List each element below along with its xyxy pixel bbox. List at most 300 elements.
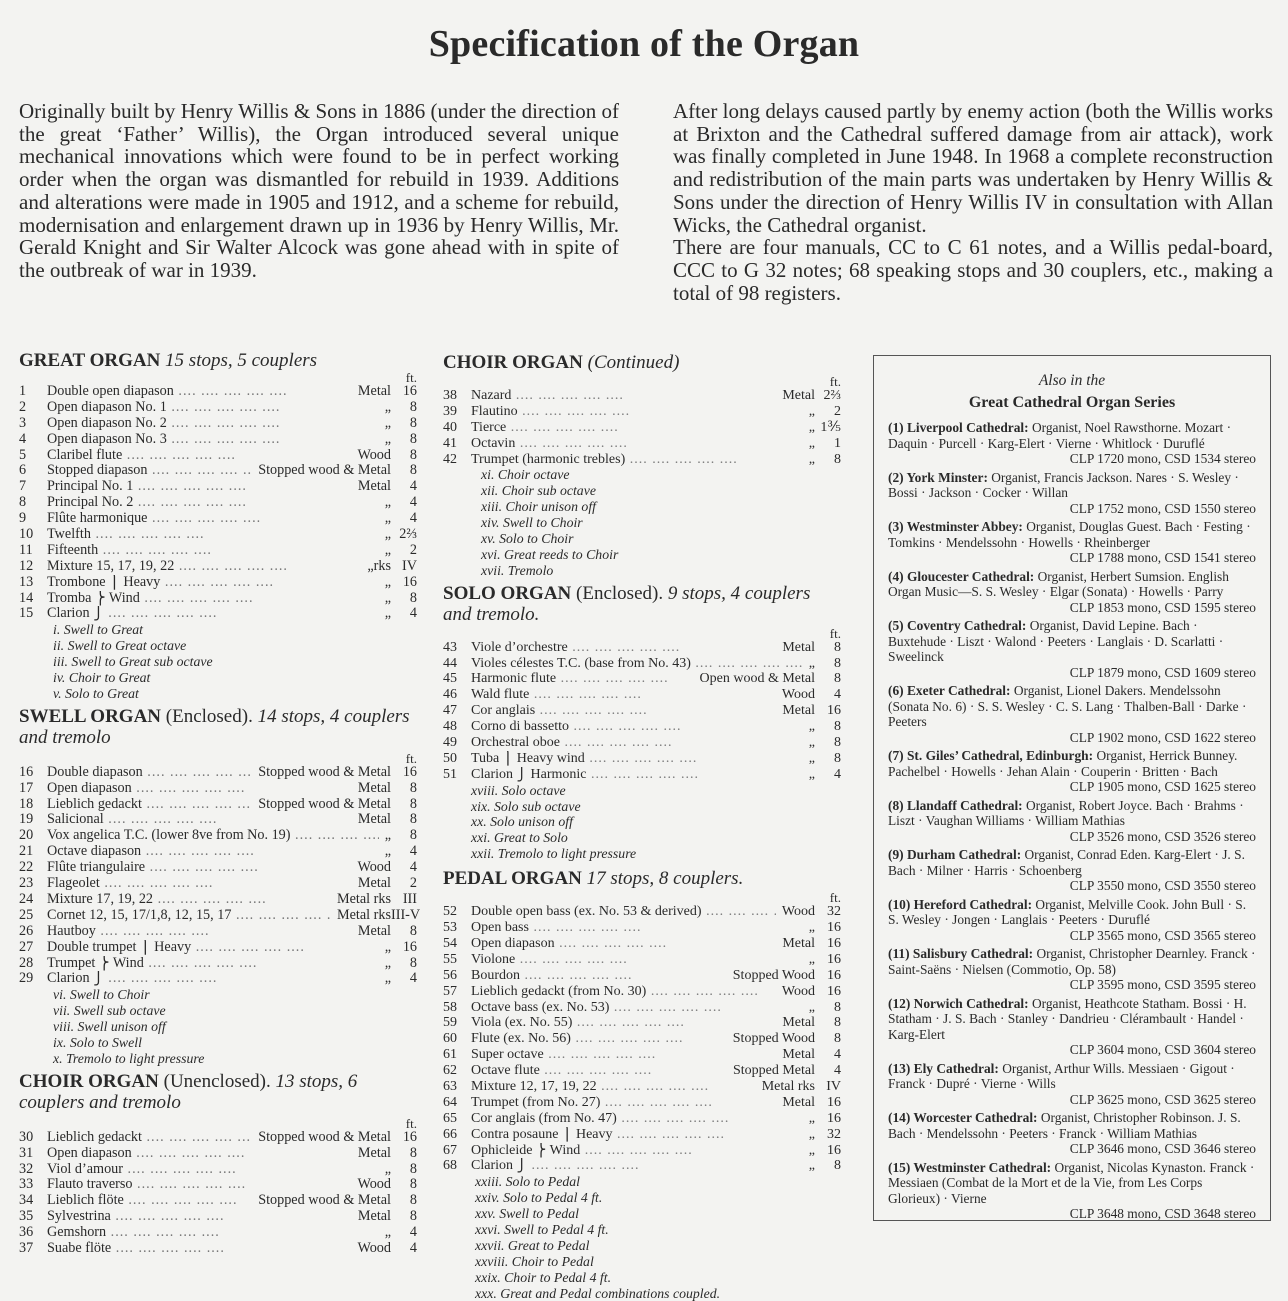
stop-name: Open bass .... (471, 920, 803, 936)
stop-row (19, 1193, 417, 1209)
stop-name: Cornet 12, 15, 17/1,8, 12, 15, 17 .... (47, 908, 331, 924)
stop-size: 4 (834, 766, 841, 782)
series-record (874, 470, 1270, 517)
stop-name: Wald flute .... (471, 687, 776, 703)
stop-material: Metal (357, 779, 391, 796)
stop-material: „ (384, 398, 391, 415)
stop-size: 4 (409, 843, 417, 860)
stop-row (443, 1063, 841, 1079)
stop-number: 40 (443, 419, 457, 435)
stop-number: 66 (443, 1126, 457, 1142)
stop-row (19, 781, 417, 797)
stop-material: Metal rks (337, 906, 391, 923)
stop-row (19, 876, 417, 892)
stop-row (443, 1143, 841, 1159)
record-catalogue: CLP 3565 mono, CSD 3565 stereo (1069, 927, 1256, 943)
stop-size: 16 (402, 573, 417, 590)
stop-material: Stopped Metal (732, 1063, 815, 1079)
stop-material: „ (808, 719, 815, 735)
stop-number: 45 (443, 671, 457, 687)
stop-name: Flûte harmonique .... (47, 511, 379, 527)
stop-material: „ (808, 999, 815, 1015)
coupler-item: xxix. Choir to Pedal 4 ft. (475, 1269, 612, 1285)
stop-number: 61 (443, 1047, 457, 1063)
stop-size: 4 (409, 970, 417, 987)
stop-size: 16 (402, 383, 417, 399)
stop-number: 22 (19, 859, 34, 876)
record-text: Organist, Arthur Wills. Messiaen · Gigout · Franck · Dupré · Vierne · Wills (888, 1060, 1235, 1091)
stop-size: 8 (409, 795, 417, 812)
stop-size: 4 (409, 478, 417, 495)
stop-material: Wood (781, 687, 815, 703)
stop-number: 10 (19, 526, 34, 543)
stop-name: Viole d’orchestre .... (471, 640, 776, 656)
stop-size: 4 (409, 605, 417, 622)
stop-number: 16 (19, 763, 34, 780)
stop-number: 31 (19, 1144, 34, 1161)
series-record (874, 1061, 1270, 1108)
stop-number: 14 (19, 589, 34, 606)
stop-name: Contra posaune ⎫ Heavy .... (471, 1127, 803, 1143)
pedal-organ-heading: PEDAL ORGAN 17 stops, 8 couplers. (443, 868, 744, 890)
stop-number: 32 (19, 1160, 34, 1177)
solo-organ-heading: SOLO ORGAN (Enclosed). 9 stops, 4 couplers and tremolo. (443, 582, 811, 625)
stop-number: 60 (443, 1031, 457, 1047)
record-place: (5) Coventry Cathedral: (888, 618, 1027, 633)
stop-material: „ (808, 1110, 815, 1126)
record-place: (4) Gloucester Cathedral: (888, 568, 1035, 584)
record-place: (2) York Minster: (888, 469, 988, 485)
record-place: (6) Exeter Cathedral: (888, 683, 1011, 698)
stop-number: 42 (443, 451, 457, 467)
record-place: (13) Ely Cathedral: (888, 1060, 999, 1076)
record-text: Organist, Robert Joyce. Bach · Brahms · Liszt · Vaughan Williams · William Mathias (888, 797, 1244, 828)
stop-number: 24 (19, 890, 34, 907)
stop-row (443, 952, 841, 968)
stop-row (443, 1158, 841, 1174)
stop-size: 1⅗ (820, 419, 841, 435)
stop-row (443, 436, 841, 452)
stop-number: 54 (443, 935, 457, 951)
stop-name: Hautboy .... (47, 924, 352, 940)
stop-material: „ (384, 1160, 391, 1177)
intro-right-text-1: After long delays caused partly by enemy action (both the Willis works at Brixton and the Cathedral suffered damage from air attack), work was finally completed in June 1948. In 1968 a complete reconstruction and redistribution of the main parts was undertaken by Henry Willis & Sons under the direction of Henry Willis IV in consultation with Allan Wicks, the Cathedral organist. (673, 99, 1273, 237)
stop-row (443, 920, 841, 936)
stop-name: Flauto traverso .... (47, 1177, 351, 1193)
stop-material: „ (384, 414, 391, 431)
stop-size: III-V (391, 906, 421, 923)
solo-coupler-list (443, 783, 841, 862)
stop-size: 8 (409, 414, 417, 431)
record-text: Organist, Melville Cook. John Bull · S. S. Wesley · Jongen · Langlais · Peeters · Duruflé (888, 896, 1247, 927)
stop-size: 32 (827, 904, 841, 920)
stop-size: 8 (834, 639, 841, 655)
stop-number: 9 (19, 510, 27, 527)
stop-row (19, 1209, 417, 1225)
series-record (874, 618, 1270, 680)
record-text: Organist, Herrick Bunney. Pachelbel · Howells · Jehan Alain · Couperin · Britten · Bach (888, 748, 1238, 779)
record-catalogue: CLP 1788 mono, CSD 1541 stereo (1069, 550, 1256, 565)
pedal-organ-section (443, 868, 841, 1301)
coupler-item: xxviii. Choir to Pedal (475, 1253, 594, 1269)
stop-name: Mixture 17, 19, 22 .... (47, 892, 331, 908)
stop-size: 4 (409, 1224, 417, 1241)
stop-number: 2 (19, 398, 27, 415)
stop-material: „ (808, 403, 815, 419)
ft-label: ft. (829, 625, 841, 641)
choir-organ-section (19, 1071, 417, 1257)
stop-material: „ (384, 938, 391, 955)
stop-material: Wood (781, 983, 815, 999)
record-text: Organist, Noel Rawsthorne. Mozart · Daquin · Purcell · Karg-Elert · Vierne · Whitlock · Duruflé (888, 420, 1232, 451)
stop-size: 8 (834, 750, 841, 766)
coupler-item: xix. Solo sub octave (471, 798, 581, 814)
stop-number: 43 (443, 639, 457, 655)
stop-number: 35 (19, 1208, 34, 1225)
stop-number: 44 (443, 655, 457, 671)
record-place: (15) Westminster Cathedral: (888, 1159, 1052, 1175)
stop-number: 48 (443, 719, 457, 735)
choir-stop-list (19, 1130, 417, 1257)
pedal-stop-list (443, 904, 841, 1174)
solo-stop-list (443, 640, 841, 783)
stop-row (19, 797, 417, 813)
stop-material: „ (808, 435, 815, 451)
page-title: Specification of the Organ (428, 23, 860, 65)
stop-name: Claribel flute .... (47, 448, 351, 464)
stop-material: Wood (357, 446, 391, 463)
coupler-item: ix. Solo to Swell (53, 1034, 142, 1050)
stop-size: 16 (827, 920, 841, 936)
stop-size: 16 (827, 935, 841, 951)
record-catalogue: CLP 1879 mono, CSD 1609 stereo (1069, 664, 1256, 680)
stop-row (443, 751, 841, 767)
stop-size: 16 (827, 967, 841, 983)
stop-size: 16 (827, 1094, 841, 1110)
series-heading-1: Also in the (1038, 372, 1106, 389)
stop-name: Clarion ⎭ Harmonic .... (471, 767, 803, 783)
coupler-item: xi. Choir octave (481, 467, 570, 483)
stop-row (443, 1047, 841, 1063)
coupler-item: xvii. Tremolo (481, 562, 554, 578)
stop-material: Metal (782, 639, 815, 655)
series-record (874, 996, 1270, 1058)
stop-name: Lieblich flöte .... (47, 1193, 252, 1209)
stop-name: Flute (ex. No. 56) .... (471, 1031, 727, 1047)
stop-row (19, 940, 417, 956)
record-place: (10) Hereford Cathedral: (888, 896, 1033, 912)
stop-size: 8 (834, 671, 841, 687)
stop-number: 34 (19, 1192, 34, 1209)
coupler-item: xii. Choir sub octave (481, 483, 596, 499)
stop-row (19, 1130, 417, 1146)
stop-name: Harmonic flute .... (471, 671, 694, 687)
record-text: Organist, Herbert Sumsion. English Organ Music—S. S. Wesley · Elgar (Sonata) · Howells · Parry (888, 568, 1229, 599)
choir-organ-heading: CHOIR ORGAN (Unenclosed). 13 stops, 6 couplers and tremolo (19, 1070, 358, 1113)
series-heading-2: Great Cathedral Organ Series (968, 394, 1176, 411)
stop-number: 17 (19, 779, 34, 796)
stop-number: 15 (19, 605, 34, 622)
stop-name: Open diapason No. 3 .... (47, 432, 379, 448)
record-catalogue: CLP 3648 mono, CSD 3648 stereo (1069, 1206, 1256, 1221)
stop-material: „rks (367, 557, 391, 574)
stop-row (443, 671, 841, 687)
stop-material: Stopped wood & Metal (258, 1192, 391, 1209)
stop-row (19, 448, 417, 464)
stop-row (443, 735, 841, 751)
record-catalogue: CLP 3550 mono, CSD 3550 stereo (1069, 878, 1256, 893)
stop-name: Octave diapason .... (47, 844, 379, 860)
stop-size: 4 (409, 510, 417, 527)
stop-material: „ (384, 430, 391, 447)
stop-row (443, 420, 841, 436)
stop-row (443, 1127, 841, 1143)
record-text: Organist, Nicolas Kynaston. Franck · Messiaen (Combat de la Mort et de la Vie, from Les Corps Glorieux) · Vierne (888, 1159, 1255, 1206)
coupler-item: xviii. Solo octave (471, 782, 566, 798)
record-catalogue: CLP 3625 mono, CSD 3625 stereo (1069, 1091, 1256, 1107)
stop-row (19, 400, 417, 416)
stop-row (19, 606, 417, 622)
stop-name: Tierce .... (471, 420, 803, 436)
stop-material: Metal rks (337, 890, 391, 907)
stop-size: 16 (827, 1110, 841, 1126)
stop-number: 21 (19, 843, 34, 860)
stop-number: 49 (443, 735, 457, 751)
ft-label: ft. (405, 750, 417, 766)
series-record (874, 519, 1270, 566)
stop-row (19, 463, 417, 479)
record-place: (7) St. Giles’ Cathedral, Edinburgh: (888, 748, 1094, 763)
series-record (874, 748, 1270, 795)
stop-number: 23 (19, 875, 34, 892)
stop-size: 16 (827, 1142, 841, 1158)
coupler-item: xxv. Swell to Pedal (475, 1206, 579, 1222)
stop-row (19, 416, 417, 432)
stop-name: Open diapason No. 2 .... (47, 416, 379, 432)
stop-number: 58 (443, 999, 457, 1015)
intro-left (19, 100, 619, 282)
stop-name: Trombone ⎫ Heavy .... (47, 575, 379, 591)
column-2 (443, 352, 841, 1301)
swell-stop-list (19, 763, 421, 987)
stop-material: „ (384, 494, 391, 511)
stop-material: Stopped Wood (732, 1031, 815, 1047)
stop-row (19, 812, 417, 828)
stop-size: 8 (409, 1192, 417, 1209)
stop-size: 16 (402, 763, 417, 780)
stop-number: 36 (19, 1224, 34, 1241)
stop-row (19, 765, 417, 781)
stop-material: Metal (357, 922, 391, 939)
record-place: (11) Salisbury Cathedral: (888, 946, 1034, 961)
great-organ-section (19, 350, 417, 702)
stop-row (443, 904, 841, 920)
stop-row (19, 591, 417, 607)
stop-material: Metal rks (761, 1078, 815, 1094)
coupler-item: iii. Swell to Great sub octave (53, 654, 213, 670)
stop-number: 33 (19, 1176, 34, 1193)
stop-material: „ (808, 419, 815, 435)
stop-number: 56 (443, 967, 457, 983)
stop-size: 2⅔ (399, 526, 417, 543)
coupler-item: xx. Solo unison off (471, 814, 573, 830)
stop-size: 8 (409, 922, 417, 939)
stop-row (19, 1146, 417, 1162)
great-organ-heading: GREAT ORGAN 15 stops, 5 couplers (19, 350, 318, 371)
stop-size: 8 (834, 1015, 841, 1031)
record-catalogue: CLP 1853 mono, CSD 1595 stereo (1069, 599, 1256, 615)
record-catalogue: CLP 3646 mono, CSD 3646 stereo (1069, 1141, 1256, 1156)
stop-number: 11 (19, 541, 33, 558)
coupler-item: xxii. Tremolo to light pressure (471, 846, 637, 862)
great-coupler-list (19, 622, 417, 701)
stop-name: Cor anglais .... (471, 703, 776, 719)
record-text: Organist, Douglas Guest. Bach · Festing · Tomkins · Mendelssohn · Howells · Rheinberger (888, 519, 1251, 550)
stop-number: 26 (19, 922, 34, 939)
record-catalogue: CLP 1720 mono, CSD 1534 stereo (1069, 451, 1256, 466)
stop-name: Corno di bassetto .... (471, 719, 803, 735)
stop-number: 27 (19, 938, 34, 955)
stop-material: „ (384, 605, 391, 622)
stop-row (443, 984, 841, 1000)
stop-number: 63 (443, 1078, 457, 1094)
stop-size: 4 (834, 687, 841, 703)
stop-size: 8 (409, 589, 417, 606)
stop-name: Open diapason No. 1 .... (47, 400, 379, 416)
stop-row (443, 1111, 841, 1127)
stop-name: Ophicleide ⎬ Wind .... (471, 1143, 803, 1159)
stop-material: „ (384, 970, 391, 987)
stop-number: 1 (19, 383, 27, 399)
stop-row (443, 936, 841, 952)
stop-name: Clarion ⎭ .... (47, 971, 379, 987)
stop-name: Tromba ⎬ Wind .... (47, 591, 379, 607)
stop-row (443, 767, 841, 783)
stop-number: 7 (19, 478, 27, 495)
stop-number: 18 (19, 795, 34, 812)
stop-material: „ (808, 1142, 815, 1158)
series-record (874, 1160, 1270, 1222)
stop-material: Metal (357, 1144, 391, 1161)
stop-name: Twelfth .... (47, 527, 379, 543)
stop-size: 2 (409, 875, 417, 892)
stop-number: 39 (443, 403, 457, 419)
stop-name: Fifteenth .... (47, 543, 379, 559)
stop-size: 8 (834, 1031, 841, 1047)
stop-material: Wood (357, 1176, 391, 1193)
record-place: (1) Liverpool Cathedral: (888, 420, 1029, 435)
stop-material: Metal (782, 388, 815, 403)
stop-row (443, 640, 841, 656)
stop-row (443, 656, 841, 672)
stop-material: „ (808, 1126, 815, 1142)
stop-row (19, 844, 417, 860)
swell-organ-heading: SWELL ORGAN (Enclosed). 14 stops, 4 couplers and tremolo (19, 705, 410, 748)
stop-material: Metal (782, 1047, 815, 1063)
stop-size: 4 (834, 1063, 841, 1079)
stop-material: „ (384, 573, 391, 590)
solo-organ-section (443, 583, 841, 862)
stop-number: 4 (19, 430, 27, 447)
record-catalogue: CLP 3526 mono, CSD 3526 stereo (1069, 828, 1256, 844)
stop-size: 16 (827, 951, 841, 967)
stop-material: Metal (357, 1208, 391, 1225)
coupler-item: v. Solo to Great (53, 685, 139, 701)
stop-number: 68 (443, 1158, 457, 1174)
choir-continued-section (443, 352, 841, 579)
stop-number: 65 (443, 1110, 457, 1126)
stop-name: Vox angelica T.C. (lower 8ve from No. 19) .... (47, 828, 379, 844)
stop-material: „ (808, 451, 815, 467)
stop-name: Super octave .... (471, 1047, 776, 1063)
stop-row (19, 543, 417, 559)
stop-material: „ (384, 827, 391, 844)
stop-size: 2 (834, 403, 841, 419)
coupler-item: xiii. Choir unison off (481, 499, 596, 515)
stop-material: Metal (357, 811, 391, 828)
stop-name: Viola (ex. No. 55) .... (471, 1015, 776, 1031)
record-catalogue: CLP 1752 mono, CSD 1550 stereo (1069, 500, 1256, 516)
stop-material: „ (384, 526, 391, 543)
stop-size: 32 (827, 1126, 841, 1142)
stop-number: 51 (443, 766, 457, 782)
series-record (874, 798, 1270, 845)
coupler-item: xxx. Great and Pedal combinations coupled. (475, 1285, 721, 1301)
stop-number: 67 (443, 1142, 457, 1158)
stop-row (19, 575, 417, 591)
stop-name: Clarion ⎭ .... (471, 1158, 803, 1174)
stop-size: 8 (409, 1208, 417, 1225)
choir-coupler-list (443, 467, 841, 578)
stop-material: Metal (782, 935, 815, 951)
stop-name: Flageolet .... (47, 876, 352, 892)
stop-number: 3 (19, 414, 27, 431)
stop-material: Stopped wood & Metal (258, 795, 391, 812)
stop-number: 8 (19, 494, 27, 511)
record-text: Organist, Christopher Dearnley. Franck · Saint-Saëns · Nielsen (Commotio, Op. 58) (888, 946, 1256, 977)
stop-number: 59 (443, 1015, 457, 1031)
stop-number: 13 (19, 573, 34, 590)
stop-material: „ (808, 1158, 815, 1174)
stop-row (19, 1225, 417, 1241)
series-record (874, 683, 1270, 745)
stop-name: Octave bass (ex. No. 53) .... (471, 1000, 803, 1016)
stop-name: Trumpet (from No. 27) .... (471, 1095, 776, 1111)
stop-material: „ (808, 766, 815, 782)
coupler-item: xxvi. Swell to Pedal 4 ft. (475, 1221, 609, 1237)
stop-size: 2⅔ (823, 388, 841, 403)
stop-number: 62 (443, 1063, 457, 1079)
stop-row (19, 495, 417, 511)
stop-size: 16 (827, 703, 841, 719)
stop-number: 29 (19, 970, 34, 987)
stop-row (443, 388, 841, 404)
stop-size: 4 (409, 1239, 417, 1256)
stop-row (19, 906, 421, 924)
series-record-list (874, 420, 1270, 1222)
record-catalogue: CLP 1902 mono, CSD 1622 stereo (1069, 729, 1256, 745)
record-text: Organist, Conrad Eden. Karg-Elert · J. S. Bach · Milner · Harris · Schoenberg (888, 847, 1245, 878)
stop-name: Trumpet (harmonic trebles) .... (471, 452, 803, 468)
stop-material: „ (384, 843, 391, 860)
stop-name: Principal No. 1 .... (47, 479, 352, 495)
stop-name: Nazard .... (471, 388, 776, 404)
stop-size: 8 (834, 655, 841, 671)
stop-row (19, 828, 417, 844)
intro-right (673, 100, 1273, 304)
ft-label: ft. (405, 1115, 417, 1131)
coupler-item: viii. Swell unison off (53, 1019, 166, 1035)
